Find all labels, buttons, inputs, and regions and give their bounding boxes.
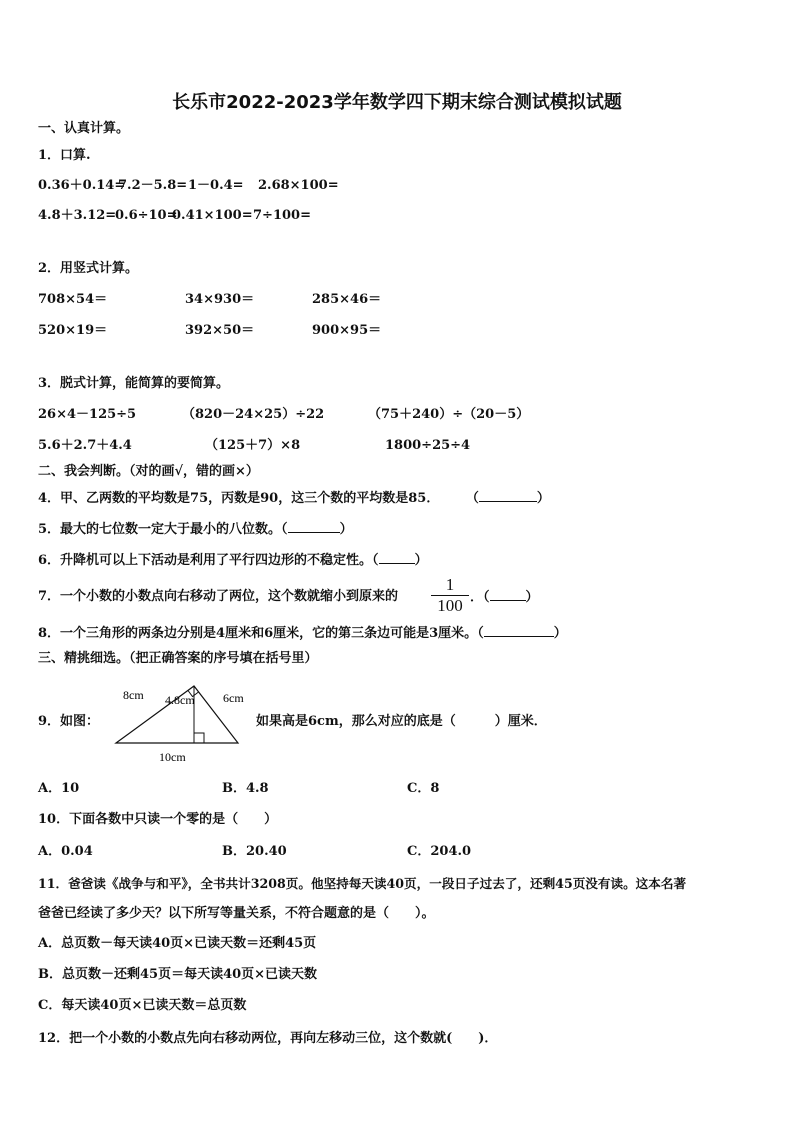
- q1-item: 7÷100=: [253, 208, 311, 223]
- q7-paren-right: ）: [525, 590, 539, 605]
- question-5: [38, 521, 353, 538]
- question-7-answer: [470, 589, 539, 606]
- section-1-heading: 一、认真计算。: [38, 121, 130, 136]
- q1-label: 1．口算.: [38, 148, 91, 163]
- q2-label: 2．用竖式计算。: [38, 261, 139, 276]
- side-right-label: 6cm: [223, 691, 244, 705]
- q12-text: 12．把一个小数的小数点先向右移动两位，再向左移动三位，这个数就( )．: [38, 1031, 498, 1046]
- q3-item: 1800÷25÷4: [385, 438, 471, 453]
- q3-item: （75＋240）÷（20－5）: [368, 407, 530, 422]
- q1-item: 0.36＋0.14=: [38, 178, 126, 193]
- q6-paren-left: （: [372, 553, 379, 568]
- fraction-denominator: 100: [437, 596, 463, 615]
- q3-item: 5.6＋2.7＋4.4: [38, 438, 132, 453]
- q1-item: 0.41×100=: [172, 208, 253, 223]
- question-6: [38, 552, 428, 569]
- q11-option-a[interactable]: A．总页数－每天读40页×已读天数＝还剩45页: [38, 936, 317, 951]
- q8-text: 8．一个三角形的两条边分别是4厘米和6厘米，它的第三条边可能是3厘米。: [38, 626, 478, 641]
- q2-item: 520×19＝: [38, 323, 108, 338]
- section-3-heading: 三、精挑细选。（把正确答案的序号填在括号里）: [38, 651, 318, 666]
- q2-item: 900×95＝: [312, 323, 382, 338]
- q5-text: 5．最大的七位数一定大于最小的八位数。: [38, 522, 282, 537]
- q7-text: 7．一个小数的小数点向右移动了两位，这个数就缩小到原来的: [38, 589, 399, 604]
- q6-paren-right: ）: [414, 553, 428, 568]
- q10-option-c[interactable]: C．204.0: [407, 844, 472, 859]
- question-8: [38, 625, 567, 642]
- answer-blank[interactable]: [288, 521, 340, 533]
- q11-option-b[interactable]: B．总页数－还剩45页＝每天读40页×已读天数: [38, 967, 318, 982]
- q2-item: 708×54＝: [38, 292, 108, 307]
- q7-after: ．（: [470, 590, 490, 605]
- q10-option-a[interactable]: A．0.04: [38, 844, 93, 859]
- base-label: 10cm: [159, 750, 186, 764]
- triangle-figure: [110, 682, 250, 768]
- answer-blank[interactable]: [484, 625, 554, 637]
- q9-option-a[interactable]: A．10: [38, 781, 80, 796]
- q5-paren-left: （: [281, 522, 288, 537]
- q4-paren-left: （: [465, 491, 479, 506]
- q1-item: 7.2－5.8=: [118, 178, 188, 193]
- answer-blank[interactable]: [479, 490, 537, 502]
- q10-option-b[interactable]: B．20.40: [222, 844, 287, 859]
- q3-item: （125＋7）×8: [205, 438, 301, 453]
- q10-text: 10．下面各数中只读一个零的是（ ）: [38, 812, 278, 827]
- q8-paren-right: ）: [553, 626, 567, 641]
- q9-label: 9．如图：: [38, 714, 100, 729]
- section-2-heading: 二、我会判断。（对的画√，错的画×）: [38, 464, 259, 479]
- q8-paren-left: （: [477, 626, 484, 641]
- right-angle-mark-base: [194, 733, 204, 743]
- q3-item: （820－24×25）÷22: [182, 407, 325, 422]
- q1-item: 2.68×100=: [258, 178, 339, 193]
- answer-blank[interactable]: [379, 552, 415, 564]
- q1-item: 1－0.4=: [188, 178, 244, 193]
- q11-line-2: 爸爸已经读了多少天？以下所写等量关系，不符合题意的是（ ）。: [38, 906, 435, 921]
- q2-item: 392×50＝: [185, 323, 255, 338]
- q4-text: 4．甲、乙两数的平均数是75，丙数是90，这三个数的平均数是85．: [38, 491, 440, 506]
- q3-label: 3．脱式计算，能简算的要简算。: [38, 376, 230, 391]
- fraction-numerator: 1: [445, 575, 455, 594]
- q11-line-1: 11．爸爸读《战争与和平》，全书共计3208页。他坚持每天读40页，一段日子过去了，还剩45页没有读。这本名著: [38, 876, 687, 891]
- height-label: 4.8cm: [165, 693, 195, 707]
- q5-paren-right: ）: [339, 522, 353, 537]
- q1-item: 4.8＋3.12=: [38, 208, 117, 223]
- q3-item: 26×4－125÷5: [38, 407, 137, 422]
- side-left-label: 8cm: [123, 688, 144, 702]
- q9-text: 如果高是6cm，那么对应的底是（ ）厘米．: [256, 714, 547, 729]
- q11-option-c[interactable]: C．每天读40页×已读天数＝总页数: [38, 998, 247, 1013]
- q9-option-c[interactable]: C．8: [407, 781, 440, 796]
- q6-text: 6．升降机可以上下活动是利用了平行四边形的不稳定性。: [38, 553, 373, 568]
- question-4: [38, 490, 550, 507]
- answer-blank[interactable]: [490, 589, 526, 601]
- q9-option-b[interactable]: B．4.8: [222, 781, 269, 796]
- q2-item: 285×46＝: [312, 292, 382, 307]
- q2-item: 34×930＝: [185, 292, 255, 307]
- fraction-one-hundredth: [431, 576, 469, 615]
- q1-item: 0.6÷10=: [115, 208, 178, 223]
- page-title: 长乐市2022-2023学年数学四下期末综合测试模拟试题: [172, 92, 622, 113]
- q4-paren-right: ）: [536, 491, 550, 506]
